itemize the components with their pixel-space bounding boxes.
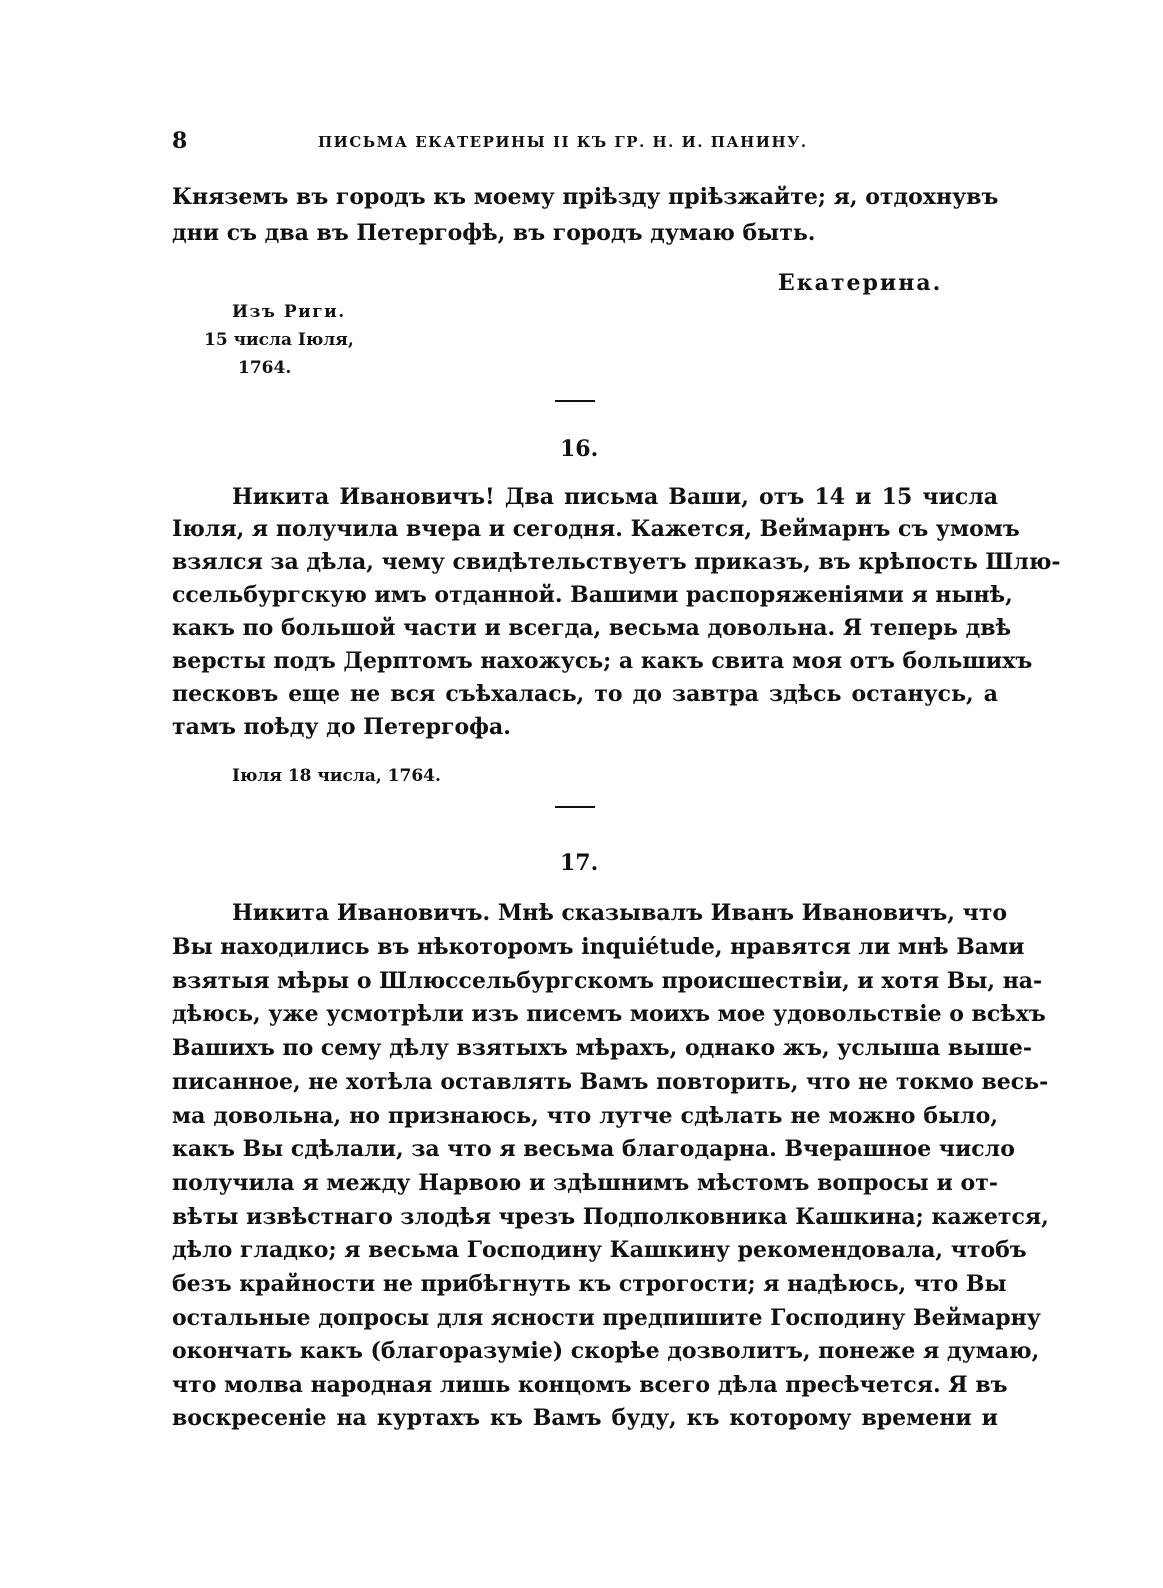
text-line: какъ по большой части и всегда, весьма довольна. Я теперь двѣ — [172, 615, 1012, 641]
text-line: Іюля, я получила вчера и сегодня. Кажется, Веймарнъ съ умомъ — [172, 516, 1020, 542]
text-line: Никита Ивановичъ. Мнѣ сказывалъ Иванъ Ивановичъ, что — [232, 900, 1008, 926]
text-line: окончать какъ (благоразуміе) скорѣе дозволитъ, понеже я думаю, — [172, 1338, 1040, 1364]
date-line: 15 числа Іюля, — [204, 330, 354, 350]
text-line: ма довольна, но признаюсь, что лутче сдѣлать не можно было, — [172, 1103, 998, 1129]
text-line: песковъ еще не вся съѣхалась, то до завтра здѣсь останусь, а — [172, 681, 998, 707]
text-line: дѣло гладко; я весьма Господину Кашкину рекомендовала, чтобъ — [172, 1237, 1027, 1263]
text-line: ссельбургскую имъ отданной. Вашими распоряженіями я нынѣ, — [172, 582, 1013, 608]
text-line: Вы находились въ нѣкоторомъ inquiétude, нравятся ли мнѣ Вами — [172, 934, 1025, 960]
text-line: Никита Ивановичъ! Два письма Ваши, отъ 14 и 15 числа — [232, 484, 998, 510]
text-line: писанное, не хотѣла оставлять Вамъ повторить, что не токмо весь- — [172, 1069, 1049, 1095]
letter-date: Іюля 18 числа, 1764. — [232, 766, 441, 786]
text-line: воскресеніе на куртахъ къ Вамъ буду, къ которому времени и — [172, 1405, 998, 1431]
text-line: получила я между Нарвою и здѣшнимъ мѣстомъ вопросы и от- — [172, 1170, 998, 1196]
text-line: дни съ два въ Петергофѣ, въ городъ думаю быть. — [172, 220, 816, 246]
text-line: остальные допросы для ясности предпишите Господину Веймарну — [172, 1305, 1041, 1331]
signature: Екатерина. — [778, 270, 943, 296]
text-line: Вашихъ по сему дѣлу взятыхъ мѣрахъ, однако жъ, услыша выше- — [172, 1035, 1033, 1061]
text-line: вѣты извѣстнаго злодѣя чрезъ Подполковника Кашкина; кажется, — [172, 1204, 1049, 1230]
letter-number: 17. — [560, 850, 599, 876]
text-line: безъ крайности не прибѣгнуть къ строгости; я надѣюсь, что Вы — [172, 1271, 1007, 1297]
letter-number: 16. — [560, 436, 599, 462]
text-line: тамъ поѣду до Петергофа. — [172, 714, 511, 740]
page-number: 8 — [172, 128, 188, 154]
text-line: взятыя мѣры о Шлюссельбургскомъ происшествіи, и хотя Вы, на- — [172, 968, 1043, 994]
text-line: взялся за дѣла, чему свидѣтельствуетъ приказъ, въ крѣпость Шлю- — [172, 549, 1061, 575]
running-title: ПИСЬМА ЕКАТЕРИНЫ II КЪ ГР. Н. И. ПАНИНУ. — [318, 133, 808, 151]
text-line: что молва народная лишь концомъ всего дѣла пресѣчется. Я въ — [172, 1372, 1008, 1398]
text-line: какъ Вы сдѣлали, за что я весьма благодарна. Вчерашное число — [172, 1136, 1015, 1162]
page-header — [172, 128, 852, 158]
text-line: Княземъ въ городъ къ моему пріѣзду пріѣзжайте; я, отдохнувъ — [172, 184, 999, 210]
section-divider — [555, 806, 595, 808]
year-line: 1764. — [238, 358, 292, 378]
place-line: Изъ Риги. — [232, 302, 346, 322]
text-line: версты подъ Дерптомъ нахожусь; а какъ свита моя отъ большихъ — [172, 648, 1033, 674]
section-divider — [555, 400, 595, 402]
text-line: дѣюсь, уже усмотрѣли изъ писемъ моихъ мое удовольствіе о всѣхъ — [172, 1001, 1046, 1027]
